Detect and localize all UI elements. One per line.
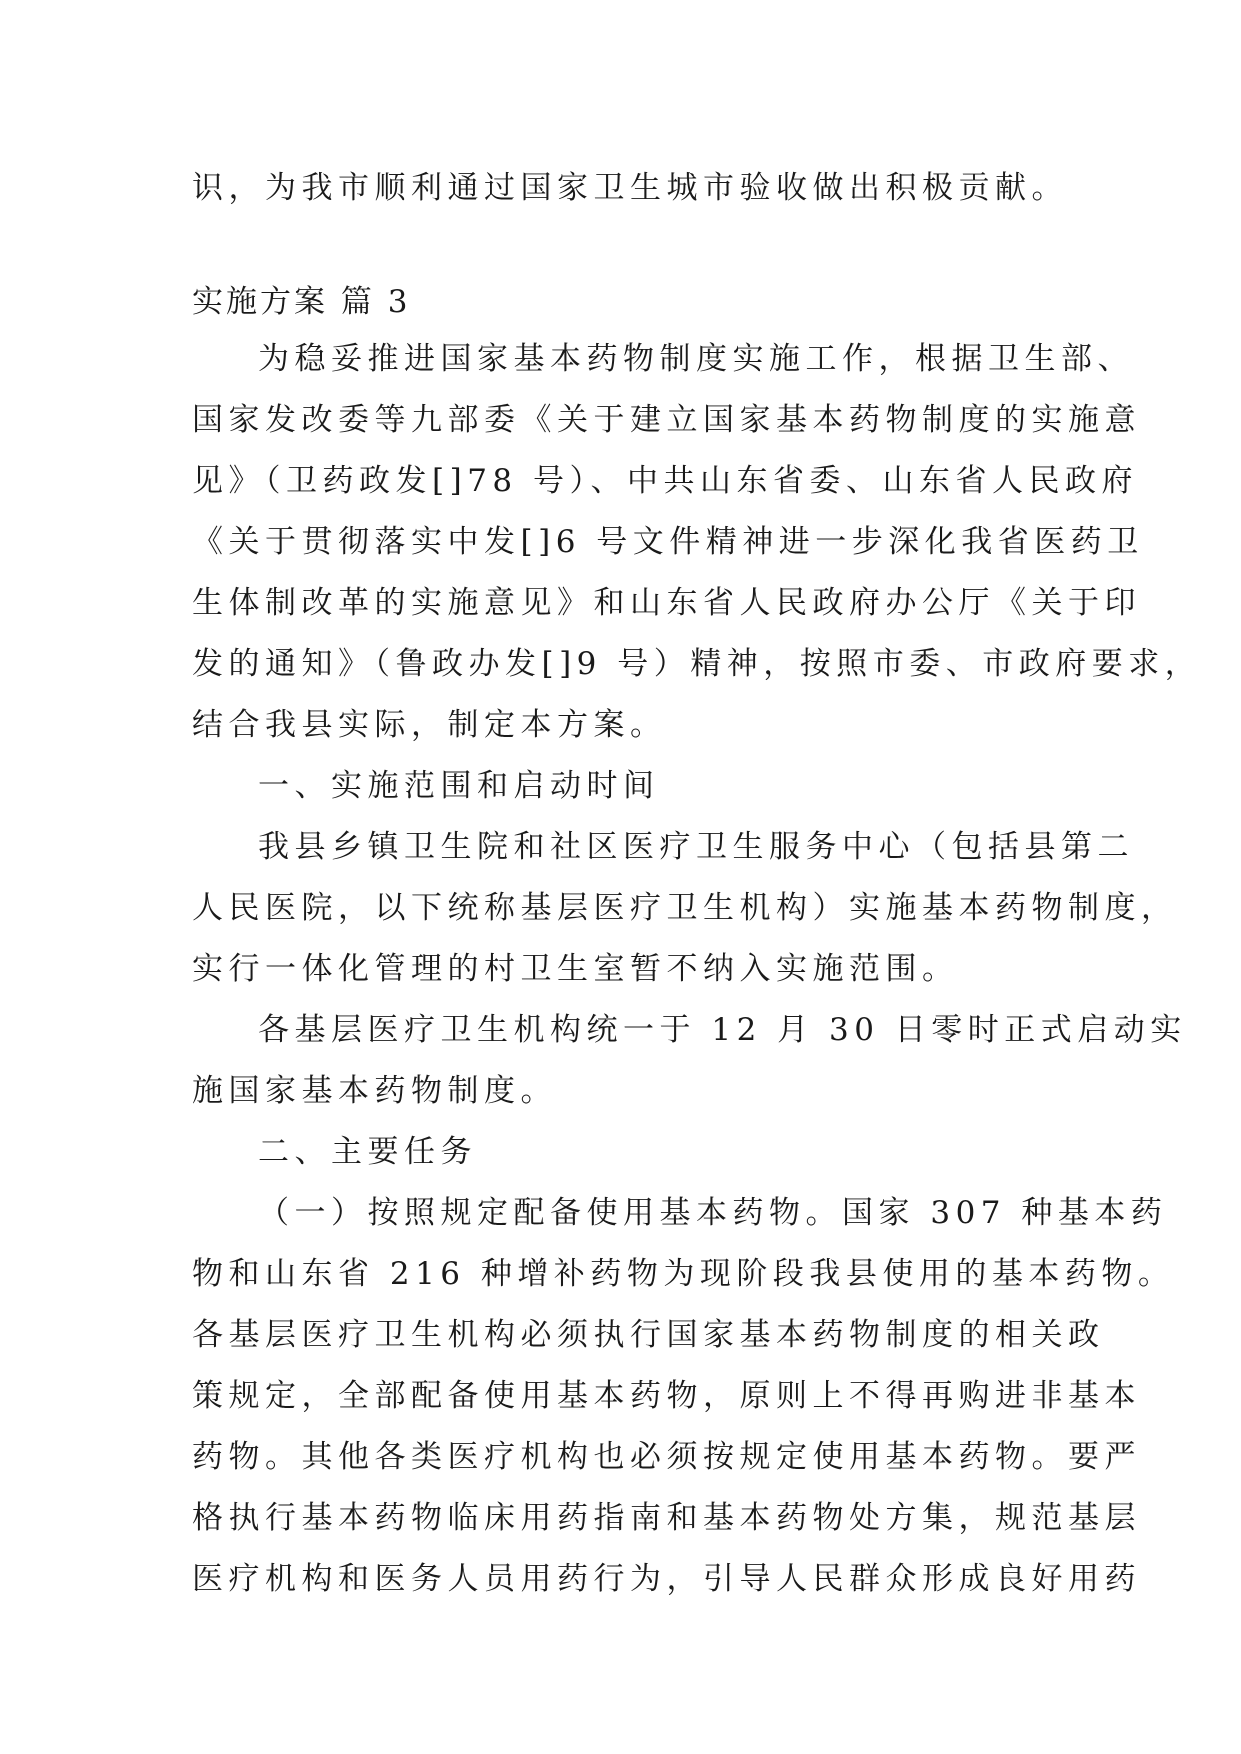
- paragraph-line: 发的通知》（鲁政办发[]9 号）精神，按照市委、市政府要求，: [192, 646, 1202, 682]
- paragraph-line: 格执行基本药物临床用药指南和基本药物处方集，规范基层: [192, 1500, 1141, 1536]
- paragraph-line: 物和山东省 216 种增补药物为现阶段我县使用的基本药物。: [192, 1256, 1175, 1292]
- subsection-heading: 二、主要任务: [258, 1134, 477, 1170]
- paragraph-line: 生体制改革的实施意见》和山东省人民政府办公厅《关于印: [192, 585, 1141, 621]
- paragraph-line: 见》（卫药政发[]78 号）、中共山东省委、山东省人民政府: [192, 463, 1138, 499]
- paragraph-line: 《关于贯彻落实中发[]6 号文件精神进一步深化我省医药卫: [192, 524, 1144, 560]
- paragraph-line: 人民医院，以下统称基层医疗卫生机构）实施基本药物制度，: [192, 890, 1178, 926]
- section-heading: 实施方案 篇 3: [192, 284, 411, 320]
- paragraph-line: （一）按照规定配备使用基本药物。国家 307 种基本药: [258, 1195, 1168, 1231]
- paragraph-line: 为稳妥推进国家基本药物制度实施工作，根据卫生部、: [258, 341, 1134, 377]
- paragraph-line: 策规定，全部配备使用基本药物，原则上不得再购进非基本: [192, 1378, 1141, 1414]
- paragraph-line: 国家发改委等九部委《关于建立国家基本药物制度的实施意: [192, 402, 1141, 438]
- paragraph-line: 结合我县实际，制定本方案。: [192, 707, 667, 743]
- paragraph-line: 我县乡镇卫生院和社区医疗卫生服务中心（包括县第二: [258, 829, 1134, 865]
- paragraph-line: 实行一体化管理的村卫生室暂不纳入实施范围。: [192, 951, 959, 987]
- paragraph-line: 施国家基本药物制度。: [192, 1073, 557, 1109]
- paragraph-line: 各基层医疗卫生机构必须执行国家基本药物制度的相关政: [192, 1317, 1105, 1353]
- paragraph-continuation-line: 识，为我市顺利通过国家卫生城市验收做出积极贡献。: [192, 170, 1068, 206]
- paragraph-line: 药物。其他各类医疗机构也必须按规定使用基本药物。要严: [192, 1439, 1141, 1475]
- paragraph-line: 医疗机构和医务人员用药行为，引导人民群众形成良好用药: [192, 1561, 1141, 1597]
- subsection-heading: 一、实施范围和启动时间: [258, 768, 660, 804]
- paragraph-line: 各基层医疗卫生机构统一于 12 月 30 日零时正式启动实: [258, 1012, 1187, 1048]
